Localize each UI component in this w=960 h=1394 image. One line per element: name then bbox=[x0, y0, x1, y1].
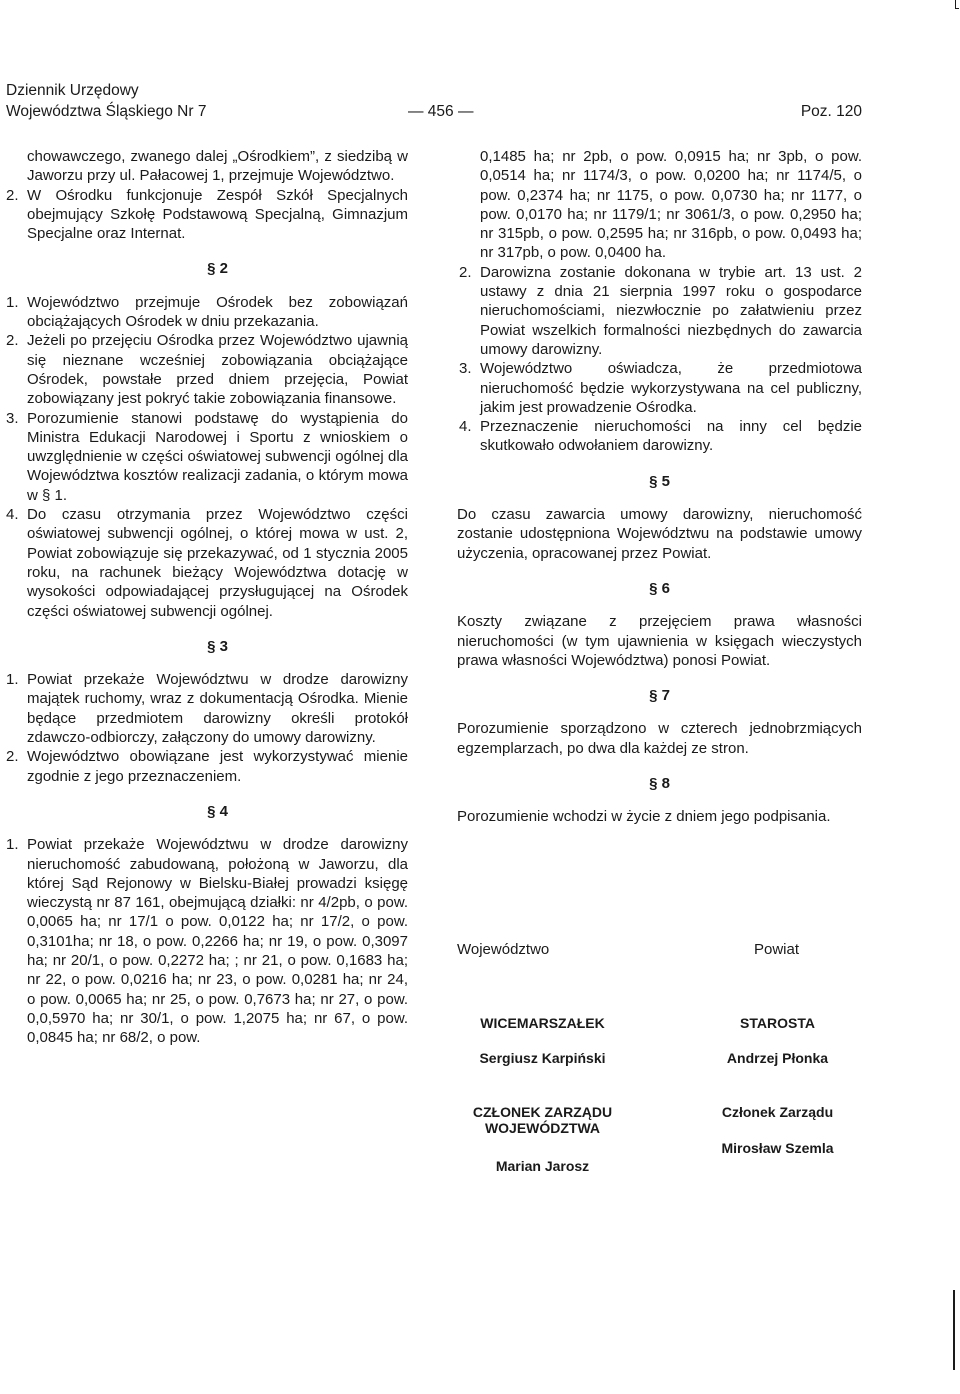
item-text: Powiat przekaże Województwu w drodze darowizny nieruchomość zabudowaną, położoną w Jaworzu, dla której Sąd Rejonowy w Bielsku-Białej prowadzi księgę wieczystą nr 87 161, obejmującą działki: nr 4/2pb, o pow. 0,0065 ha; nr 17/1 o pow. 0,0122 ha; nr 17/2, o pow. 0,3101ha; nr 18, o pow. 0,2266 ha; nr 19, o pow. 0,3097 ha; nr 20/1, o pow. 0,2272 ha; ; nr 21, o pow. 0,1683 ha; nr 22, o pow. 0,0216 ha; nr 23, o pow. 0,0281 ha; nr 24, o pow. 0,0065 ha; nr 25, o pow. 0,7673 ha; nr 27, o pow. 0,0,5970 ha; nr 30/1, o pow. 1,2075 ha; nr 67, o pow. 0,0845 ha; nr 68/2, o pow. bbox=[27, 836, 408, 1047]
item-number: 4. bbox=[6, 506, 19, 524]
signature-title: Członek Zarządu bbox=[721, 1104, 834, 1120]
item-number: 3. bbox=[459, 360, 472, 378]
item-text: Powiat przekaże Województwu w drodze darowizny majątek ruchomy, wraz z dokumentacją Ośrodka. Mienie będące przedmiotem darowizny określi protokół zdawczo-odbiorczy, załączony do umowy darowizny. bbox=[27, 671, 408, 747]
list-item bbox=[457, 263, 862, 359]
signature-name: Marian Jarosz bbox=[495, 1158, 590, 1174]
item-text: Darowizna zostanie dokonana w trybie art. 13 ust. 2 ustawy z dnia 21 sierpnia 1997 roku o gospodarce nieruchomościami, niezwłocznie po załatwieniu przez Powiat wszelkich formalności niezbędnych do zawarcia umowy darowizny. bbox=[480, 263, 862, 358]
section-heading: § 3 bbox=[207, 637, 228, 655]
section-text: Koszty związane z przejęciem prawa własności nieruchomości (w tym ujawnienia w księgach wieczystych prawa własności Województwa) ponosi Powiat. bbox=[457, 613, 862, 669]
list-item bbox=[6, 409, 408, 505]
item-number: 3. bbox=[6, 409, 19, 427]
signature-name: Andrzej Płonka bbox=[726, 1050, 829, 1066]
item-text: Porozumienie stanowi podstawę do wystąpienia do Ministra Edukacji Narodowej i Sportu z wnioskiem o uwzględnienie w części oświatowej subwencji ogólnej dla Województwa kosztów realizacji zadania, o którym mowa w § 1. bbox=[27, 409, 408, 504]
list-item bbox=[457, 359, 862, 417]
section-heading: § 8 bbox=[649, 775, 670, 793]
item-number: 2. bbox=[459, 263, 472, 281]
item-number: 1. bbox=[6, 836, 19, 854]
list-item bbox=[6, 186, 408, 244]
section-text: Porozumienie sporządzono w czterech jednobrzmiących egzemplarzach, po dwa dla każdej ze stron. bbox=[457, 720, 862, 757]
item-text: Jeżeli po przejęciu Ośrodka przez Województwo ujawnią się nieznane wcześniej zobowiązania obciążające Ośrodek, powstałe przed dniem przejęcia, Powiat zobowiązany jest pokryć takie zobowiązania finansowe. bbox=[27, 332, 408, 408]
item-text: Przeznaczenie nieruchomości na inny cel będzie skutkowało odwołaniem darowizny. bbox=[480, 418, 862, 455]
journal-subtitle: Województwa Śląskiego Nr 7 bbox=[6, 103, 207, 120]
item-number: 1. bbox=[6, 671, 19, 689]
list-item bbox=[457, 417, 862, 456]
signature-party-left: Województwo bbox=[457, 941, 550, 958]
item-number: 4. bbox=[459, 418, 472, 436]
section-heading: § 2 bbox=[207, 260, 228, 278]
section-heading: § 7 bbox=[649, 687, 670, 705]
list-item bbox=[6, 747, 408, 786]
page-number: — 456 — bbox=[408, 103, 474, 120]
page-header bbox=[6, 80, 862, 124]
position-number: Poz. 120 bbox=[800, 103, 862, 120]
item-number: 2. bbox=[6, 186, 19, 204]
signature-party-right: Powiat bbox=[754, 941, 800, 958]
item-text: Województwo obowiązane jest wykorzystywać mienie zgodnie z jego przeznaczeniem. bbox=[27, 748, 408, 785]
list-item bbox=[6, 293, 408, 332]
section-heading: § 6 bbox=[649, 579, 670, 597]
left-column bbox=[6, 147, 408, 1047]
continued-paragraph: 0,1485 ha; nr 2pb, o pow. 0,0915 ha; nr 3pb, o pow. 0,0514 ha; nr 1174/3, o pow. 0,0200 ha; nr 1174/5, o pow. 0,2374 ha; nr 1175, o pow. 0,0730 ha; nr 1177, o pow. 0,0170 ha; nr 1179/1; nr 3061/3, o pow. 0,2950 ha; nr 315pb, o pow. 0,2595 ha; nr 316pb, o pow. 0,0493 ha; nr 317pb, o pow. 0,0400 ha. bbox=[480, 148, 862, 262]
signature-title: CZŁONEK ZARZĄDU WOJEWÓDZTWA bbox=[472, 1104, 613, 1136]
section-text: Do czasu zawarcia umowy darowizny, nieruchomość zostanie udostępniona Województwu na podstawie umowy użyczenia, opracowanej przez Powiat. bbox=[457, 506, 862, 562]
journal-title: Dziennik Urzędowy bbox=[6, 82, 139, 99]
list-item bbox=[6, 331, 408, 408]
list-item bbox=[6, 835, 408, 1047]
list-item bbox=[6, 505, 408, 621]
signature-title: STAROSTA bbox=[740, 1015, 815, 1031]
signature-name: Mirosław Szemla bbox=[721, 1140, 834, 1156]
item-number: 2. bbox=[6, 748, 19, 766]
item-number: 2. bbox=[6, 332, 19, 350]
list-item bbox=[6, 670, 408, 747]
signature-name: Sergiusz Karpiński bbox=[479, 1050, 606, 1066]
section-heading: § 5 bbox=[649, 472, 670, 490]
item-text: Do czasu otrzymania przez Województwo części oświatowej subwencji ogólnej, o której mowa w ust. 2, Powiat zobowiązuje się przekazywać, od 1 stycznia 2005 roku, na rachunek bieżący Województwa dotację w wysokości odpowiadającej przysługującej na Ośrodek części oświatowej subwencji ogólnej. bbox=[27, 506, 408, 620]
signature-title: WICEMARSZAŁEK bbox=[480, 1015, 605, 1031]
section-heading: § 4 bbox=[207, 802, 228, 820]
item-text: Województwo oświadcza, że przedmiotowa nieruchomość będzie wykorzystywana na cel publiczny, jakim jest prowadzenie Ośrodka. bbox=[480, 360, 862, 416]
item-text: Województwo przejmuje Ośrodek bez zobowiązań obciążających Ośrodek w dniu przekazania. bbox=[27, 293, 408, 331]
page-edge-mark bbox=[955, 0, 959, 9]
item-text: W Ośrodku funkcjonuje Zespół Szkół Specjalnych obejmujący Szkołę Podstawową Specjalną, Gimnazjum Specjalne oraz Internat. bbox=[27, 186, 408, 243]
right-column bbox=[457, 147, 862, 827]
section-text: Porozumienie wchodzi w życie z dniem jego podpisania. bbox=[457, 808, 831, 826]
item-number: 1. bbox=[6, 293, 19, 311]
page-edge-line bbox=[953, 1290, 955, 1370]
intro-paragraph: chowawczego, zwanego dalej „Ośrodkiem”, z siedzibą w Jaworzu przy ul. Pałacowej 1, przejmuje Województwo. bbox=[27, 148, 408, 185]
